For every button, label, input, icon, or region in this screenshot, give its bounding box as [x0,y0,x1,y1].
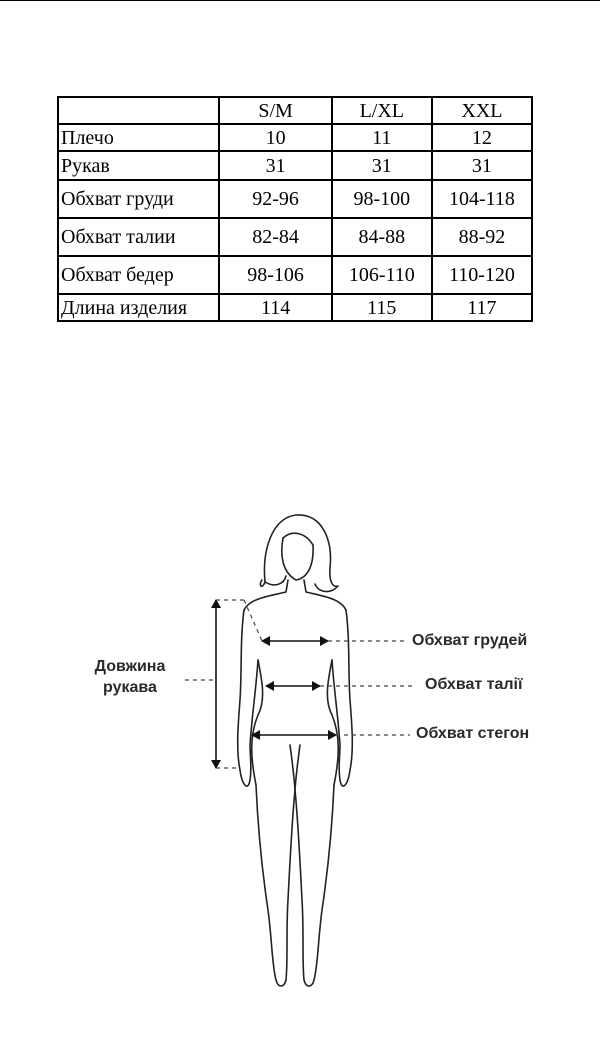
woman-silhouette-illustration [0,500,600,1000]
cell-value: 82-84 [219,218,331,256]
table-header-row [58,97,532,124]
row-label-hips: Обхват бедер [58,256,219,294]
hips-measure-label: Обхват стегон [416,725,530,742]
left-arm [238,610,258,786]
row-label-shoulder: Плечо [58,124,219,151]
row-label-waist: Обхват талии [58,218,219,256]
header-empty [58,97,219,124]
cell-value: 98-100 [332,180,432,218]
left-leg [256,785,295,986]
neck-right [304,580,346,610]
chest-measure-label: Обхват грудей [412,632,528,649]
cell-value: 106-110 [332,256,432,294]
table-row [58,218,532,256]
size-table [57,96,533,322]
cell-value: 110-120 [432,256,532,294]
row-label-length: Длина изделия [58,294,219,321]
neck-left [244,580,288,610]
table-row [58,294,532,321]
table-row [58,256,532,294]
cell-value: 84-88 [332,218,432,256]
cell-value: 114 [219,294,331,321]
sleeve-label-line1: Довжина [94,658,166,675]
cell-value: 92-96 [219,180,331,218]
cell-value: 11 [332,124,432,151]
cell-value: 31 [219,151,331,180]
waist-measure-label: Обхват талії [425,676,523,693]
header-size-xxl: XXL [432,97,532,124]
right-arm [332,610,352,786]
table-row [58,124,532,151]
table-row [58,180,532,218]
cell-value: 12 [432,124,532,151]
cell-value: 117 [432,294,532,321]
cell-value: 31 [432,151,532,180]
right-leg [295,785,334,986]
row-label-chest: Обхват груди [58,180,219,218]
top-rule [0,0,600,1]
hair-side [265,576,286,585]
table-row [58,151,532,180]
header-size-lxl: L/XL [332,97,432,124]
body-measurement-figure [0,500,600,1000]
sleeve-length-label [80,656,180,698]
crotch-line [290,745,300,790]
header-size-sm: S/M [219,97,331,124]
row-label-sleeve: Рукав [58,151,219,180]
cell-value: 98-106 [219,256,331,294]
face-outline [282,538,313,580]
head-outline [264,515,338,592]
hair-part [283,533,313,545]
cell-value: 31 [332,151,432,180]
sleeve-label-line2: рукава [103,679,157,696]
cell-value: 10 [219,124,331,151]
cell-value: 115 [332,294,432,321]
cell-value: 104-118 [432,180,532,218]
cell-value: 88-92 [432,218,532,256]
